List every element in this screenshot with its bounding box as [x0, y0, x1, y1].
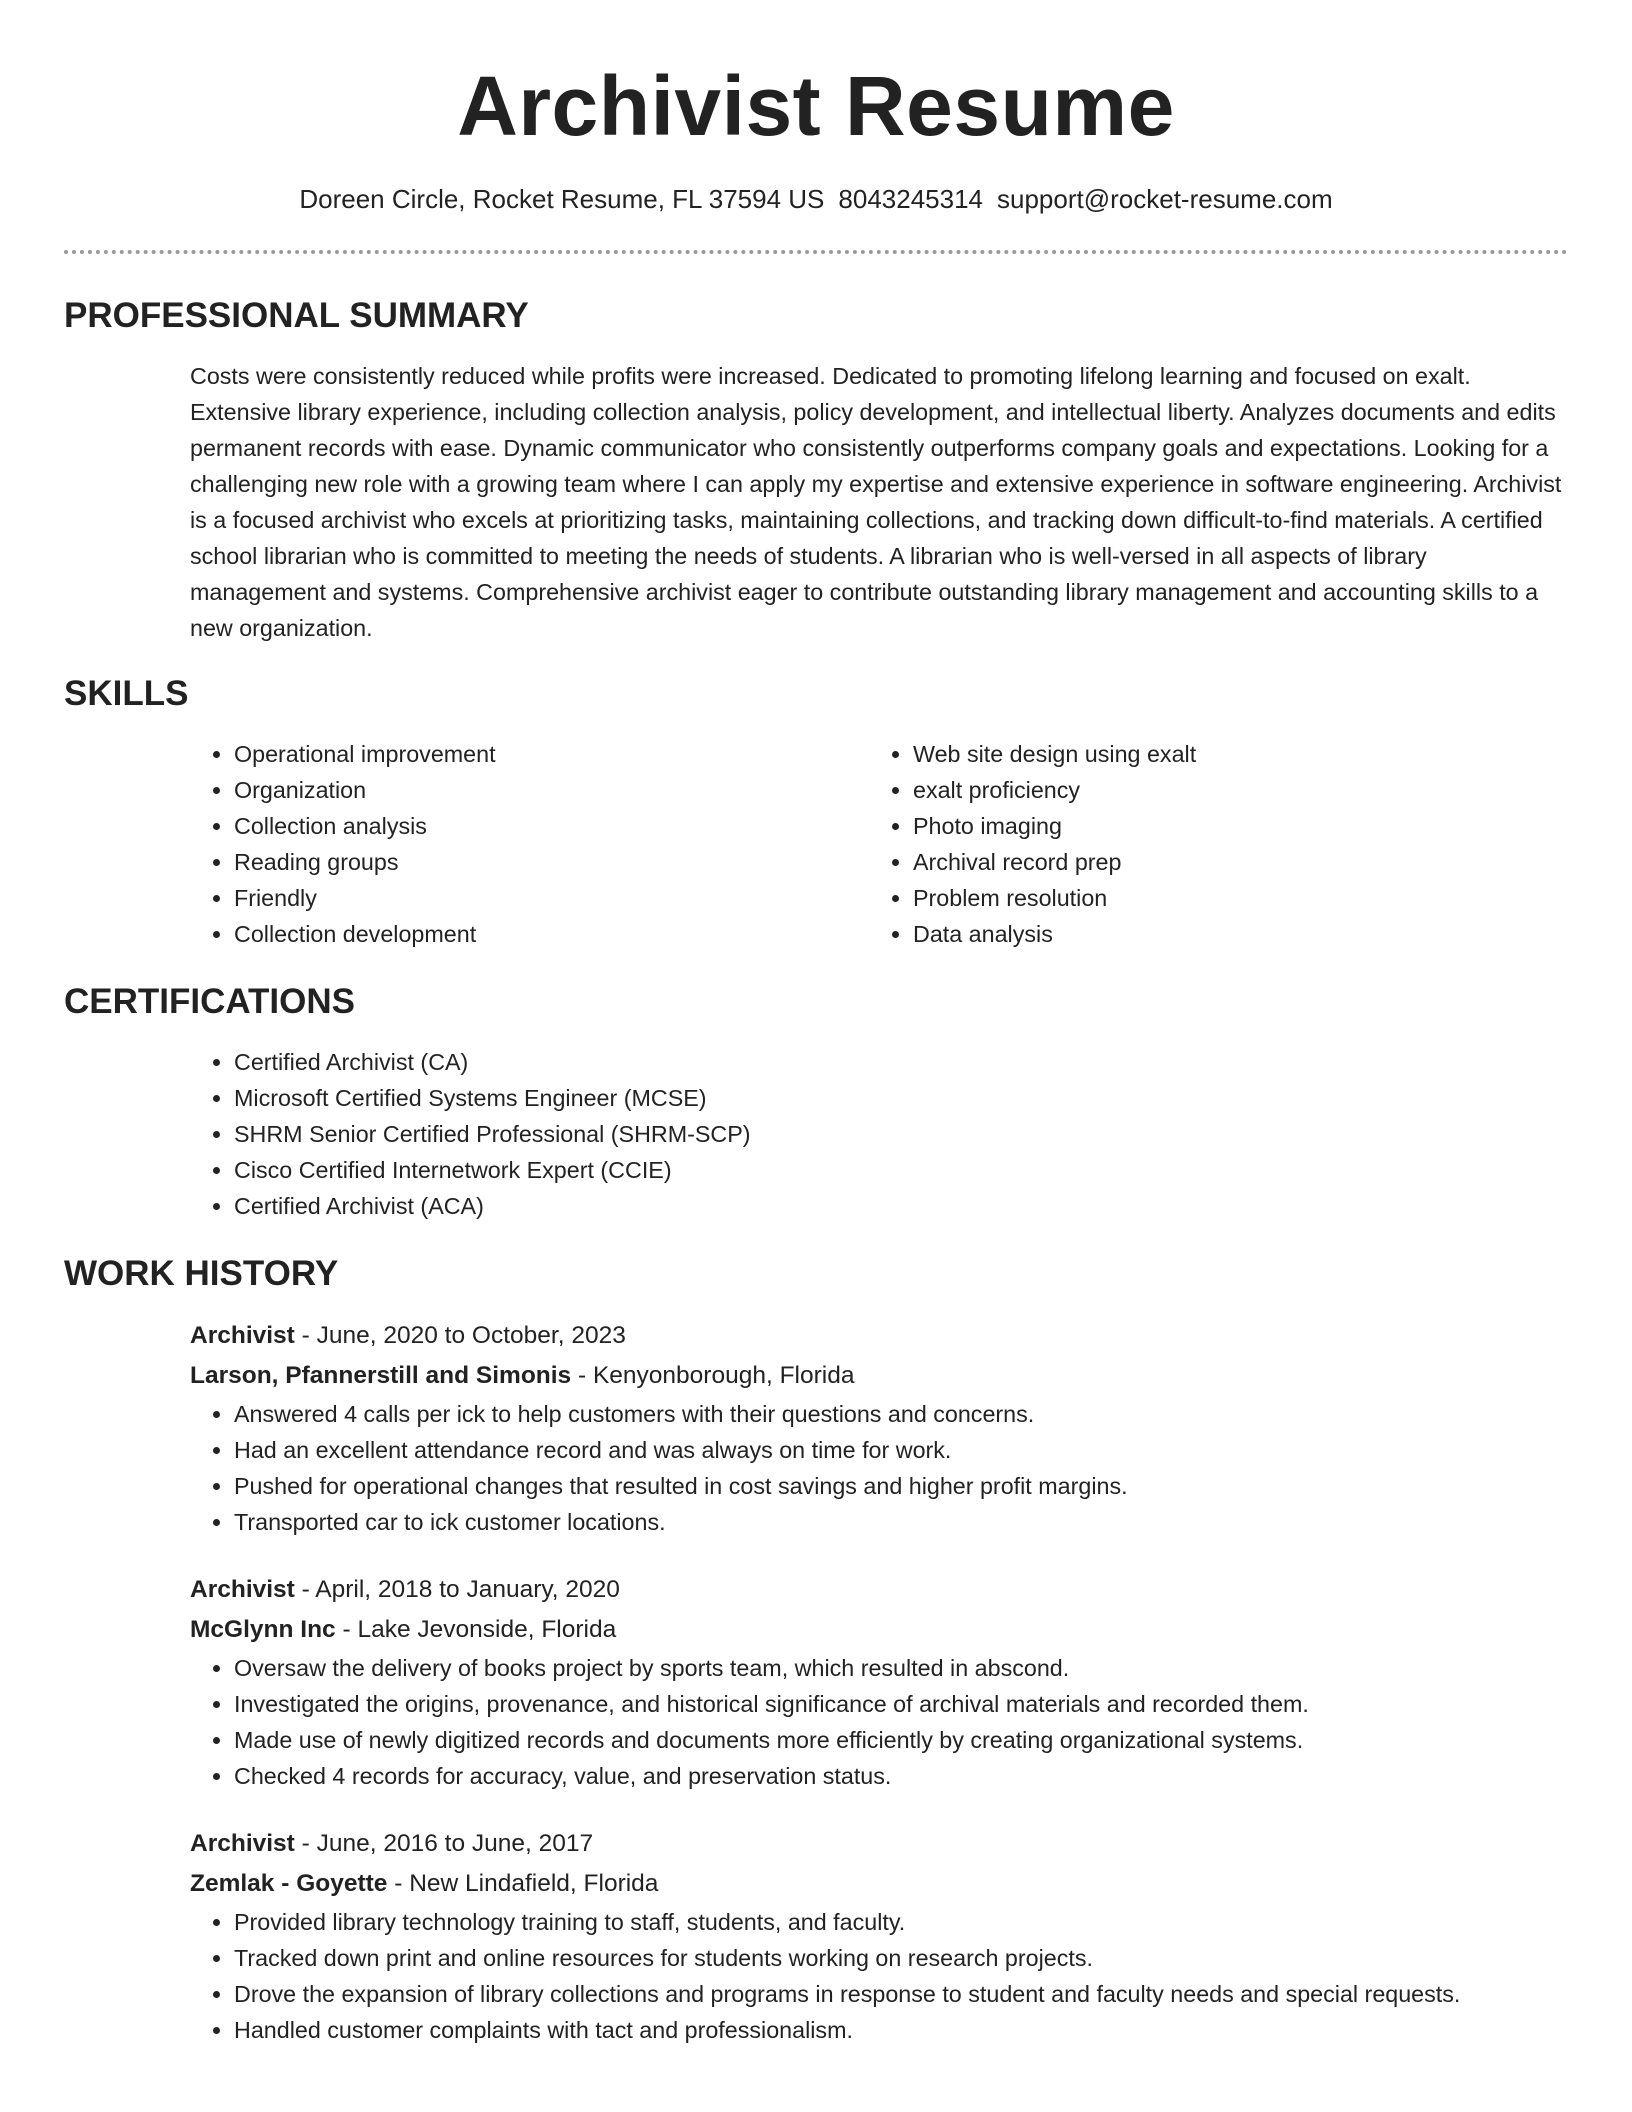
job-bullet: • Oversaw the delivery of books project by sports team, which resulted in abscond. [234, 1650, 1568, 1686]
job-company-line [190, 1356, 1568, 1396]
job-bullet: • Pushed for operational changes that resulted in cost savings and higher profit margins. [234, 1468, 1568, 1504]
job-location: - Kenyonborough, Florida [571, 1362, 855, 1389]
skill-item: • Archival record prep [913, 844, 1548, 880]
certification-item: • Cisco Certified Internetwork Expert (CCIE) [234, 1152, 1568, 1188]
skill-item: • Problem resolution [913, 880, 1548, 916]
summary-text: Costs were consistently reduced while profits were increased. Dedicated to promoting lifelong learning and focused on exalt. Extensive library experience, including collection analysis, policy development, and intellectual liberty. Analyzes documents and edits permanent records with ease. Dynamic communicator who consistently outperforms company goals and expectations. Looking for a challenging new role with a growing team where I can apply my expertise and extensive experience in software engineering. Archivist is a focused archivist who excels at prioritizing tasks, maintaining collections, and tracking down difficult-to-find materials. A certified school librarian who is committed to meeting the needs of students. A librarian who is well-versed in all aspects of library management and systems. Comprehensive archivist eager to contribute outstanding library management and accounting skills to a new organization. [190, 363, 1562, 641]
certification-item: • SHRM Senior Certified Professional (SHRM-SCP) [234, 1116, 1568, 1152]
work-history-section [64, 1252, 1568, 2048]
job-entry [190, 1316, 1568, 1540]
skill-item: • exalt proficiency [913, 772, 1548, 808]
job-bullets [190, 1650, 1568, 1794]
job-title: Archivist [190, 1830, 295, 1857]
work-history-heading: WORK HISTORY [64, 1254, 339, 1293]
skills-list-right [869, 736, 1548, 952]
header-divider [64, 250, 1568, 254]
skills-heading: SKILLS [64, 674, 189, 713]
contact-phone: 8043245314 [838, 184, 984, 214]
job-entry [190, 1570, 1568, 1794]
job-bullets [190, 1396, 1568, 1540]
resume-title: Archivist Resume [457, 59, 1175, 153]
skill-item: • Operational improvement [234, 736, 869, 772]
job-bullet: • Answered 4 calls per ick to help customers with their questions and concerns. [234, 1396, 1568, 1432]
job-bullet: • Had an excellent attendance record and was always on time for work. [234, 1432, 1568, 1468]
job-dates: - June, 2016 to June, 2017 [294, 1830, 594, 1857]
job-bullet: • Made use of newly digitized records and documents more efficiently by creating organizational systems. [234, 1722, 1568, 1758]
job-location: - New Lindafield, Florida [387, 1870, 659, 1897]
contact-address: Doreen Circle, Rocket Resume, FL 37594 US [299, 184, 825, 214]
job-bullet: • Investigated the origins, provenance, and historical significance of archival materials and recorded them. [234, 1686, 1568, 1722]
job-bullet: • Provided library technology training to staff, students, and faculty. [234, 1904, 1568, 1940]
skills-list-left [190, 736, 869, 952]
skill-item: • Organization [234, 772, 869, 808]
contact-line [64, 182, 1568, 216]
job-entry [190, 1824, 1568, 2048]
job-dates: - June, 2020 to October, 2023 [294, 1322, 626, 1349]
job-dates: - April, 2018 to January, 2020 [294, 1576, 620, 1603]
certifications-heading: CERTIFICATIONS [64, 982, 356, 1021]
job-bullet: • Drove the expansion of library collections and programs in response to student and faculty needs and special requests. [234, 1976, 1568, 2012]
summary-heading: PROFESSIONAL SUMMARY [64, 296, 529, 335]
job-location: - Lake Jevonside, Florida [335, 1616, 617, 1643]
skills-column-left [190, 736, 869, 952]
job-company: McGlynn Inc [190, 1616, 336, 1643]
certification-item: • Microsoft Certified Systems Engineer (MCSE) [234, 1080, 1568, 1116]
certifications-list [190, 1044, 1568, 1224]
skill-item: • Photo imaging [913, 808, 1548, 844]
skill-item: • Collection analysis [234, 808, 869, 844]
job-bullets [190, 1904, 1568, 2048]
job-title: Archivist [190, 1576, 295, 1603]
certifications-section [64, 980, 1568, 1224]
summary-section [64, 294, 1568, 646]
skill-item: • Data analysis [913, 916, 1548, 952]
job-company-line [190, 1610, 1568, 1650]
skill-item: • Web site design using exalt [913, 736, 1548, 772]
certification-item: • Certified Archivist (CA) [234, 1044, 1568, 1080]
job-bullet: • Tracked down print and online resources for students working on research projects. [234, 1940, 1568, 1976]
certifications-list-wrap [190, 1044, 1568, 1224]
skill-item: • Friendly [234, 880, 869, 916]
job-bullet: • Transported car to ick customer locations. [234, 1504, 1568, 1540]
skills-section [64, 672, 1568, 952]
job-title-line [190, 1316, 1568, 1356]
job-company-line [190, 1864, 1568, 1904]
job-title-line [190, 1570, 1568, 1610]
job-company: Zemlak - Goyette [190, 1870, 388, 1897]
skill-item: • Reading groups [234, 844, 869, 880]
certification-item: • Certified Archivist (ACA) [234, 1188, 1568, 1224]
skill-item: • Collection development [234, 916, 869, 952]
resume-page [64, 0, 1568, 2048]
skills-column-right [869, 736, 1548, 952]
job-title-line [190, 1824, 1568, 1864]
job-bullet: • Checked 4 records for accuracy, value, and preservation status. [234, 1758, 1568, 1794]
contact-email: support@rocket-resume.com [997, 184, 1333, 214]
job-title: Archivist [190, 1322, 295, 1349]
job-company: Larson, Pfannerstill and Simonis [190, 1362, 572, 1389]
skills-columns [190, 736, 1568, 952]
job-bullet: • Handled customer complaints with tact and professionalism. [234, 2012, 1568, 2048]
